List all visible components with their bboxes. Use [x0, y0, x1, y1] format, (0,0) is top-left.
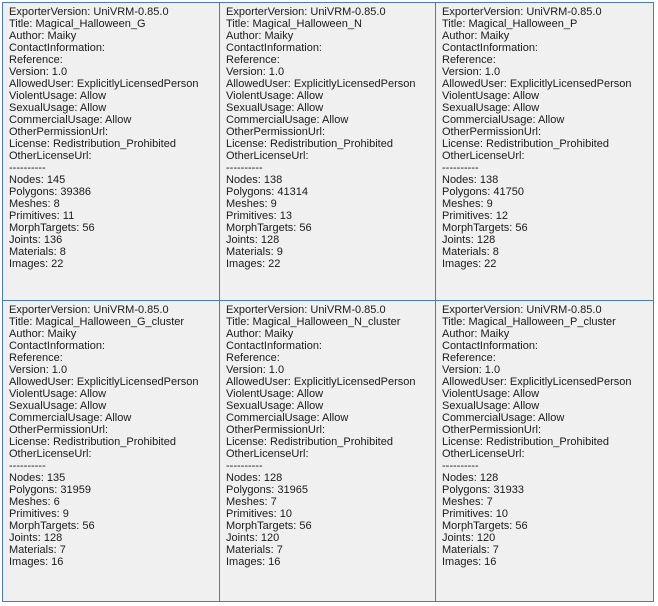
- info-line-allowed-user: AllowedUser: ExplicitlyLicensedPerson: [442, 78, 632, 90]
- info-line-sexual-usage: SexualUsage: Allow: [442, 400, 540, 412]
- info-line-version: Version: 1.0: [9, 66, 68, 78]
- info-line-version: Version: 1.0: [442, 364, 501, 376]
- info-line-joints: Joints: 128: [226, 234, 280, 246]
- info-line-exporter-version: ExporterVersion: UniVRM-0.85.0: [226, 304, 386, 316]
- info-line-reference: Reference:: [226, 352, 280, 364]
- info-line-other-permission-url: OtherPermissionUrl:: [442, 126, 542, 138]
- info-line-other-license-url: OtherLicenseUrl:: [226, 448, 309, 460]
- info-line-author: Author: Maiky: [226, 328, 294, 340]
- info-line-other-permission-url: OtherPermissionUrl:: [226, 424, 326, 436]
- info-line-meshes: Meshes: 9: [226, 198, 277, 210]
- info-line-contact-information: ContactInformation:: [442, 42, 538, 54]
- info-line-exporter-version: ExporterVersion: UniVRM-0.85.0: [442, 6, 602, 18]
- info-line-joints: Joints: 120: [226, 532, 280, 544]
- info-line-title: Title: Magical_Halloween_P: [442, 18, 578, 30]
- info-line-exporter-version: ExporterVersion: UniVRM-0.85.0: [9, 6, 169, 18]
- info-line-license: License: Redistribution_Prohibited: [9, 138, 176, 150]
- info-line-morph-targets: MorphTargets: 56: [442, 520, 528, 532]
- info-line-license: License: Redistribution_Prohibited: [9, 436, 176, 448]
- info-line-separator: ----------: [442, 460, 479, 472]
- info-line-version: Version: 1.0: [442, 66, 501, 78]
- info-line-commercial-usage: CommercialUsage: Allow: [442, 412, 565, 424]
- info-line-sexual-usage: SexualUsage: Allow: [9, 102, 107, 114]
- info-line-version: Version: 1.0: [226, 364, 285, 376]
- info-line-morph-targets: MorphTargets: 56: [226, 222, 312, 234]
- info-line-allowed-user: AllowedUser: ExplicitlyLicensedPerson: [9, 376, 199, 388]
- info-line-joints: Joints: 128: [9, 532, 63, 544]
- info-line-contact-information: ContactInformation:: [9, 42, 105, 54]
- info-line-joints: Joints: 136: [9, 234, 63, 246]
- info-line-meshes: Meshes: 9: [442, 198, 493, 210]
- info-line-materials: Materials: 9: [226, 246, 283, 258]
- info-line-separator: ----------: [442, 162, 479, 174]
- info-line-title: Title: Magical_Halloween_G_cluster: [9, 316, 185, 328]
- info-line-author: Author: Maiky: [226, 30, 294, 42]
- info-line-exporter-version: ExporterVersion: UniVRM-0.85.0: [442, 304, 602, 316]
- info-line-other-license-url: OtherLicenseUrl:: [226, 150, 309, 162]
- info-line-morph-targets: MorphTargets: 56: [9, 520, 95, 532]
- info-line-reference: Reference:: [442, 54, 496, 66]
- info-line-version: Version: 1.0: [9, 364, 68, 376]
- info-line-morph-targets: MorphTargets: 56: [9, 222, 95, 234]
- info-line-violent-usage: ViolentUsage: Allow: [226, 90, 324, 102]
- info-line-nodes: Nodes: 145: [9, 174, 66, 186]
- info-line-other-license-url: OtherLicenseUrl:: [442, 150, 525, 162]
- info-line-primitives: Primitives: 9: [9, 508, 69, 520]
- info-line-primitives: Primitives: 10: [226, 508, 293, 520]
- info-line-other-permission-url: OtherPermissionUrl:: [226, 126, 326, 138]
- info-line-polygons: Polygons: 31959: [9, 484, 91, 496]
- info-line-meshes: Meshes: 8: [9, 198, 60, 210]
- info-line-contact-information: ContactInformation:: [442, 340, 538, 352]
- info-line-separator: ----------: [226, 162, 263, 174]
- info-line-polygons: Polygons: 31933: [442, 484, 524, 496]
- info-line-title: Title: Magical_Halloween_N: [226, 18, 362, 30]
- info-line-license: License: Redistribution_Prohibited: [442, 138, 609, 150]
- info-line-primitives: Primitives: 13: [226, 210, 293, 222]
- info-line-nodes: Nodes: 135: [9, 472, 66, 484]
- info-line-separator: ----------: [226, 460, 263, 472]
- info-line-nodes: Nodes: 128: [442, 472, 499, 484]
- info-line-reference: Reference:: [442, 352, 496, 364]
- info-line-meshes: Meshes: 6: [9, 496, 60, 508]
- info-line-license: License: Redistribution_Prohibited: [442, 436, 609, 448]
- model-info-cell: [436, 301, 653, 601]
- info-line-allowed-user: AllowedUser: ExplicitlyLicensedPerson: [226, 376, 416, 388]
- info-line-other-permission-url: OtherPermissionUrl:: [9, 424, 109, 436]
- info-line-author: Author: Maiky: [9, 30, 77, 42]
- info-line-primitives: Primitives: 12: [442, 210, 509, 222]
- info-line-images: Images: 22: [9, 258, 64, 270]
- info-line-images: Images: 16: [9, 556, 64, 568]
- info-line-exporter-version: ExporterVersion: UniVRM-0.85.0: [226, 6, 386, 18]
- model-info-cell: [220, 3, 436, 301]
- info-line-sexual-usage: SexualUsage: Allow: [226, 102, 324, 114]
- info-line-violent-usage: ViolentUsage: Allow: [9, 388, 107, 400]
- info-line-version: Version: 1.0: [226, 66, 285, 78]
- info-line-commercial-usage: CommercialUsage: Allow: [9, 412, 132, 424]
- info-line-violent-usage: ViolentUsage: Allow: [9, 90, 107, 102]
- info-line-author: Author: Maiky: [442, 30, 510, 42]
- info-line-commercial-usage: CommercialUsage: Allow: [226, 412, 349, 424]
- info-line-violent-usage: ViolentUsage: Allow: [442, 90, 540, 102]
- info-line-nodes: Nodes: 138: [226, 174, 283, 186]
- info-line-reference: Reference:: [9, 54, 63, 66]
- info-line-materials: Materials: 8: [442, 246, 499, 258]
- info-line-primitives: Primitives: 11: [9, 210, 75, 222]
- info-line-reference: Reference:: [9, 352, 63, 364]
- info-line-allowed-user: AllowedUser: ExplicitlyLicensedPerson: [442, 376, 632, 388]
- info-line-violent-usage: ViolentUsage: Allow: [226, 388, 324, 400]
- info-line-other-license-url: OtherLicenseUrl:: [9, 150, 92, 162]
- info-line-morph-targets: MorphTargets: 56: [226, 520, 312, 532]
- info-line-meshes: Meshes: 7: [226, 496, 277, 508]
- model-info-cell: [436, 3, 653, 301]
- info-line-commercial-usage: CommercialUsage: Allow: [226, 114, 349, 126]
- info-line-violent-usage: ViolentUsage: Allow: [442, 388, 540, 400]
- info-line-exporter-version: ExporterVersion: UniVRM-0.85.0: [9, 304, 169, 316]
- info-line-license: License: Redistribution_Prohibited: [226, 138, 393, 150]
- info-line-sexual-usage: SexualUsage: Allow: [226, 400, 324, 412]
- info-line-other-license-url: OtherLicenseUrl:: [442, 448, 525, 460]
- info-line-separator: ----------: [9, 460, 46, 472]
- info-line-polygons: Polygons: 41314: [226, 186, 308, 198]
- info-line-images: Images: 22: [226, 258, 281, 270]
- info-line-images: Images: 16: [442, 556, 497, 568]
- info-line-contact-information: ContactInformation:: [226, 340, 322, 352]
- model-info-cell: [3, 301, 220, 601]
- info-line-materials: Materials: 7: [9, 544, 66, 556]
- info-line-joints: Joints: 120: [442, 532, 496, 544]
- info-line-reference: Reference:: [226, 54, 280, 66]
- info-line-title: Title: Magical_Halloween_N_cluster: [226, 316, 401, 328]
- info-line-separator: ----------: [9, 162, 46, 174]
- info-line-joints: Joints: 128: [442, 234, 496, 246]
- info-line-nodes: Nodes: 128: [226, 472, 283, 484]
- info-line-author: Author: Maiky: [442, 328, 510, 340]
- model-info-grid: [2, 2, 654, 602]
- info-line-contact-information: ContactInformation:: [9, 340, 105, 352]
- info-line-polygons: Polygons: 31965: [226, 484, 308, 496]
- info-line-allowed-user: AllowedUser: ExplicitlyLicensedPerson: [9, 78, 199, 90]
- model-info-cell: [3, 3, 220, 301]
- info-line-materials: Materials: 7: [226, 544, 283, 556]
- info-line-materials: Materials: 8: [9, 246, 66, 258]
- info-line-author: Author: Maiky: [9, 328, 77, 340]
- info-line-polygons: Polygons: 39386: [9, 186, 91, 198]
- info-line-other-permission-url: OtherPermissionUrl:: [9, 126, 109, 138]
- info-line-images: Images: 16: [226, 556, 281, 568]
- info-line-nodes: Nodes: 138: [442, 174, 499, 186]
- info-line-sexual-usage: SexualUsage: Allow: [9, 400, 107, 412]
- info-line-contact-information: ContactInformation:: [226, 42, 322, 54]
- info-line-materials: Materials: 7: [442, 544, 499, 556]
- info-line-other-permission-url: OtherPermissionUrl:: [442, 424, 542, 436]
- info-line-commercial-usage: CommercialUsage: Allow: [442, 114, 565, 126]
- info-line-meshes: Meshes: 7: [442, 496, 493, 508]
- info-line-commercial-usage: CommercialUsage: Allow: [9, 114, 132, 126]
- model-info-cell: [220, 301, 436, 601]
- info-line-license: License: Redistribution_Prohibited: [226, 436, 393, 448]
- info-line-primitives: Primitives: 10: [442, 508, 509, 520]
- info-line-sexual-usage: SexualUsage: Allow: [442, 102, 540, 114]
- info-line-polygons: Polygons: 41750: [442, 186, 524, 198]
- info-line-title: Title: Magical_Halloween_G: [9, 18, 146, 30]
- info-line-title: Title: Magical_Halloween_P_cluster: [442, 316, 616, 328]
- info-line-morph-targets: MorphTargets: 56: [442, 222, 528, 234]
- info-line-allowed-user: AllowedUser: ExplicitlyLicensedPerson: [226, 78, 416, 90]
- info-line-other-license-url: OtherLicenseUrl:: [9, 448, 92, 460]
- info-line-images: Images: 22: [442, 258, 497, 270]
